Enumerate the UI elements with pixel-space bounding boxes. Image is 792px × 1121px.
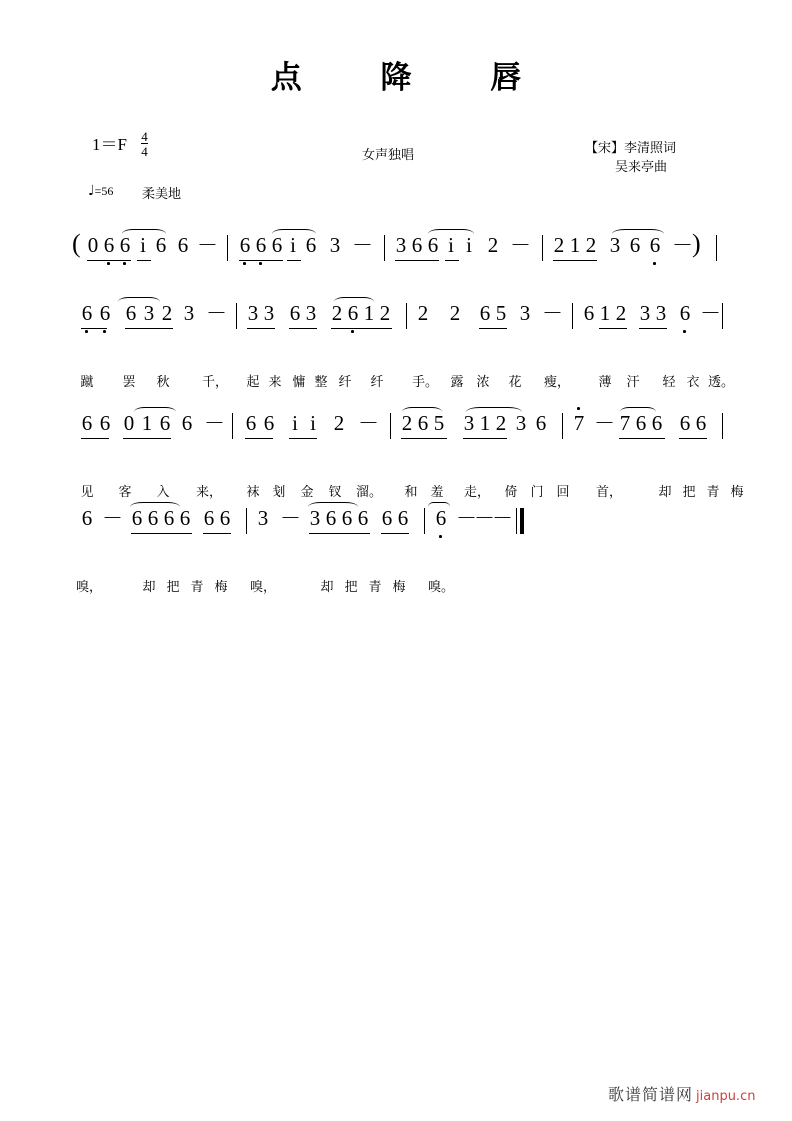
note: 6 [245,411,257,435]
note: 6 [155,233,167,257]
note: 6 [239,233,251,257]
beam-line [239,260,283,261]
slur [272,229,316,239]
note: 6 [479,301,491,325]
note: 6 [177,233,189,257]
octave-dot-low [683,330,686,333]
lyric-syllable: 梅 [730,485,744,500]
slur [308,502,358,512]
beam-line [131,533,192,534]
lyric-syllable: 把 [682,485,696,500]
dash: － [672,233,693,257]
barline [572,303,573,329]
lyric-syllable: 瘦， [544,375,571,390]
beam-line [81,438,109,439]
note: 3 [247,301,259,325]
beam-line [245,438,273,439]
close-paren: ) [692,229,701,258]
note: i [292,411,298,435]
lyric-syllable: 见 [80,485,94,500]
note: 1 [569,233,581,257]
note: i [466,233,472,257]
system-2-notes [72,300,722,334]
note: 6 [81,506,93,530]
beam-line [247,328,275,329]
dash: － [206,301,227,325]
beam-line [639,328,667,329]
dash: － [102,506,123,530]
barline [390,413,391,439]
note: 6 [325,506,337,530]
beam-line [125,328,173,329]
note: 6 [289,301,301,325]
barline [722,303,723,329]
note: 6 [695,411,707,435]
barline [542,235,543,261]
note: 3 [183,301,195,325]
note: 1 [599,301,611,325]
lyric-syllable: 把 [166,580,180,595]
dash: － [280,506,301,530]
lyric-syllable: 整 [314,375,328,390]
dash: － [510,233,531,257]
slur [620,407,656,417]
lyric-syllable: 嗅。 [428,580,455,595]
dash: － [492,506,513,530]
note: 6 [255,233,267,257]
note: 3 [143,301,155,325]
slur [118,297,160,307]
note: 6 [635,411,647,435]
system-2-lyrics [72,374,735,396]
note: 1 [363,301,375,325]
octave-dot-low [351,330,354,333]
note: 3 [609,233,621,257]
note: 6 [99,301,111,325]
system-4 [72,505,722,595]
lyric-syllable: 梅 [214,580,228,595]
note: 6 [411,233,423,257]
lyric-syllable: 花 [508,375,522,390]
time-signature-denominator: 4 [141,144,148,160]
note: 6 [381,506,393,530]
note: 7 [619,411,631,435]
note: 6 [435,506,447,530]
lyric-syllable: 秋 [156,375,170,390]
system-3-notes [72,410,722,444]
lyric-syllable: 走， [464,485,491,500]
beam-line [331,328,392,329]
note: 2 [495,411,507,435]
beam-line [553,260,597,261]
note: 3 [309,506,321,530]
note: 6 [271,233,283,257]
beam-line [203,533,231,534]
lyric-syllable: 门 [530,485,544,500]
note: 1 [479,411,491,435]
dash: － [594,411,615,435]
lyric-syllable: 青 [368,580,382,595]
quarter-note-icon: ♩ [88,183,95,199]
note: 6 [125,301,137,325]
lyric-syllable: 羞 [430,485,444,500]
lyric-syllable: 纤 [338,375,352,390]
note: 3 [257,506,269,530]
note: 6 [159,411,171,435]
lyric-syllable: 金 [300,485,314,500]
dash: － [352,233,373,257]
octave-dot-high [577,407,580,410]
beam-line [619,438,665,439]
performance-type: 女声独唱 [362,148,415,163]
lyric-syllable: 来 [268,375,282,390]
slur [402,407,442,417]
lyric-syllable: 罢 [122,375,136,390]
note: 5 [495,301,507,325]
lyric-syllable: 千， [202,375,229,390]
note: 2 [161,301,173,325]
time-signature-numerator: 4 [141,129,148,145]
barline [236,303,237,329]
note: 6 [417,411,429,435]
slur [428,502,450,512]
note: 6 [651,411,663,435]
tempo-value: =56 [94,184,114,198]
watermark-site: jianpu.cn [696,1089,756,1104]
key-signature-text: 1＝F [92,135,127,154]
system-2 [72,300,735,390]
octave-dot-low [103,330,106,333]
lyric-syllable: 嗅， [250,580,277,595]
slur [134,407,176,417]
lyric-syllable: 慵 [292,375,306,390]
lyric-syllable: 露 [450,375,464,390]
note: 6 [427,233,439,257]
note: 2 [417,301,429,325]
beam-line [289,438,317,439]
note: 5 [433,411,445,435]
beam-line [287,260,301,261]
note: 2 [615,301,627,325]
barline [384,235,385,261]
note: 3 [655,301,667,325]
lyric-syllable: 袜 [246,485,260,500]
note: 2 [333,411,345,435]
beam-line [599,328,627,329]
lyric-syllable: 溜。 [356,485,383,500]
note: 6 [181,411,193,435]
note: 3 [519,301,531,325]
barline [424,508,425,534]
lyric-syllable: 入 [156,485,170,500]
note: 6 [103,233,115,257]
beam-line [81,328,107,329]
lyric-syllable: 蹴 [80,375,94,390]
mood-marking: 柔美地 [142,187,182,202]
note: 6 [397,506,409,530]
note: 3 [515,411,527,435]
note: 2 [553,233,565,257]
slur [466,407,522,417]
open-paren: ( [72,229,81,258]
note: 6 [679,301,691,325]
dash: － [700,301,721,325]
octave-dot-low [653,262,656,265]
note: 2 [379,301,391,325]
time-signature [141,130,148,158]
note: 6 [131,506,143,530]
note: 6 [99,411,111,435]
note: 2 [331,301,343,325]
lyric-syllable: 钗 [328,485,342,500]
octave-dot-low [107,262,110,265]
system-4-notes [72,505,722,539]
barline [246,508,247,534]
note: 6 [163,506,175,530]
slur [130,502,180,512]
barline [227,235,228,261]
beam-line [289,328,317,329]
lyric-syllable: 汗 [626,375,640,390]
lyric-syllable: 和 [404,485,418,500]
lyric-syllable: 却 [658,485,672,500]
lyric-syllable: 回 [556,485,570,500]
note: 3 [639,301,651,325]
beam-line [381,533,409,534]
system-3 [72,410,744,500]
octave-dot-low [123,262,126,265]
page-title: 点 降 唇 [270,60,556,96]
beam-line [123,438,171,439]
note: 6 [583,301,595,325]
dash: － [474,506,495,530]
note: 2 [487,233,499,257]
beam-line [479,328,507,329]
note: 6 [81,301,93,325]
octave-dot-low [259,262,262,265]
lyric-syllable: 透。 [708,375,735,390]
note: 2 [401,411,413,435]
tempo-marking [88,183,113,199]
watermark [608,1082,755,1105]
note: 6 [535,411,547,435]
note: 3 [305,301,317,325]
watermark-text: 歌谱简谱网 [608,1085,694,1104]
note: 1 [141,411,153,435]
slur [612,229,664,239]
lyric-syllable: 青 [706,485,720,500]
lyric-syllable: 梅 [392,580,406,595]
note: i [290,233,296,257]
system-1 [72,229,722,266]
system-1-notes [72,229,722,266]
note: 7 [573,411,585,435]
lyric-syllable: 倚 [504,485,518,500]
note: 6 [119,233,131,257]
note: i [140,233,146,257]
system-4-lyrics [72,579,722,601]
lyric-syllable: 薄 [598,375,612,390]
beam-line [679,438,707,439]
note: 6 [219,506,231,530]
note: i [448,233,454,257]
lyric-syllable: 却 [320,580,334,595]
octave-dot-low [439,535,442,538]
lyric-syllable: 轻 [662,375,676,390]
lyric-syllable: 却 [142,580,156,595]
beam-line [137,260,151,261]
lyric-syllable: 刬 [272,485,286,500]
lyric-syllable: 青 [190,580,204,595]
final-barline [516,508,526,534]
dash: － [542,301,563,325]
lyric-syllable: 浓 [476,375,490,390]
note: 2 [449,301,461,325]
note: 6 [305,233,317,257]
note: 6 [347,301,359,325]
beam-line [87,260,131,261]
barline [716,235,717,261]
key-signature [92,130,148,160]
note: 3 [329,233,341,257]
note: 2 [585,233,597,257]
octave-dot-low [85,330,88,333]
barline [722,413,723,439]
note: 6 [629,233,641,257]
credit-composer: 吴来亭曲 [615,159,668,175]
note: 0 [87,233,99,257]
beam-line [445,260,459,261]
note: 6 [81,411,93,435]
lyric-syllable: 衣 [686,375,700,390]
slur [334,297,374,307]
lyric-syllable: 把 [344,580,358,595]
dash: － [204,411,225,435]
lyric-syllable: 嗅， [76,580,103,595]
lyric-syllable: 纤 [370,375,384,390]
dash: － [358,411,379,435]
slur [122,229,166,239]
beam-line [395,260,439,261]
note: 3 [463,411,475,435]
credit-lyricist: 【宋】李清照词 [585,141,677,156]
note: 3 [395,233,407,257]
barline [406,303,407,329]
lyric-syllable: 手。 [412,375,439,390]
note: 6 [203,506,215,530]
lyric-syllable: 起 [246,375,260,390]
note: 6 [179,506,191,530]
note: i [310,411,316,435]
octave-dot-low [243,262,246,265]
note: 3 [263,301,275,325]
lyric-syllable: 客 [118,485,132,500]
note: 6 [147,506,159,530]
note: 6 [679,411,691,435]
barline [232,413,233,439]
barline [562,413,563,439]
note: 6 [357,506,369,530]
credits [585,140,676,178]
lyric-syllable: 首， [596,485,623,500]
slur [428,229,474,239]
note: 6 [263,411,275,435]
dash: － [197,233,218,257]
beam-line [401,438,447,439]
beam-line [309,533,370,534]
dash: － [456,506,477,530]
lyric-syllable: 来， [196,485,223,500]
note: 6 [341,506,353,530]
note: 6 [649,233,661,257]
note: 0 [123,411,135,435]
beam-line [463,438,507,439]
